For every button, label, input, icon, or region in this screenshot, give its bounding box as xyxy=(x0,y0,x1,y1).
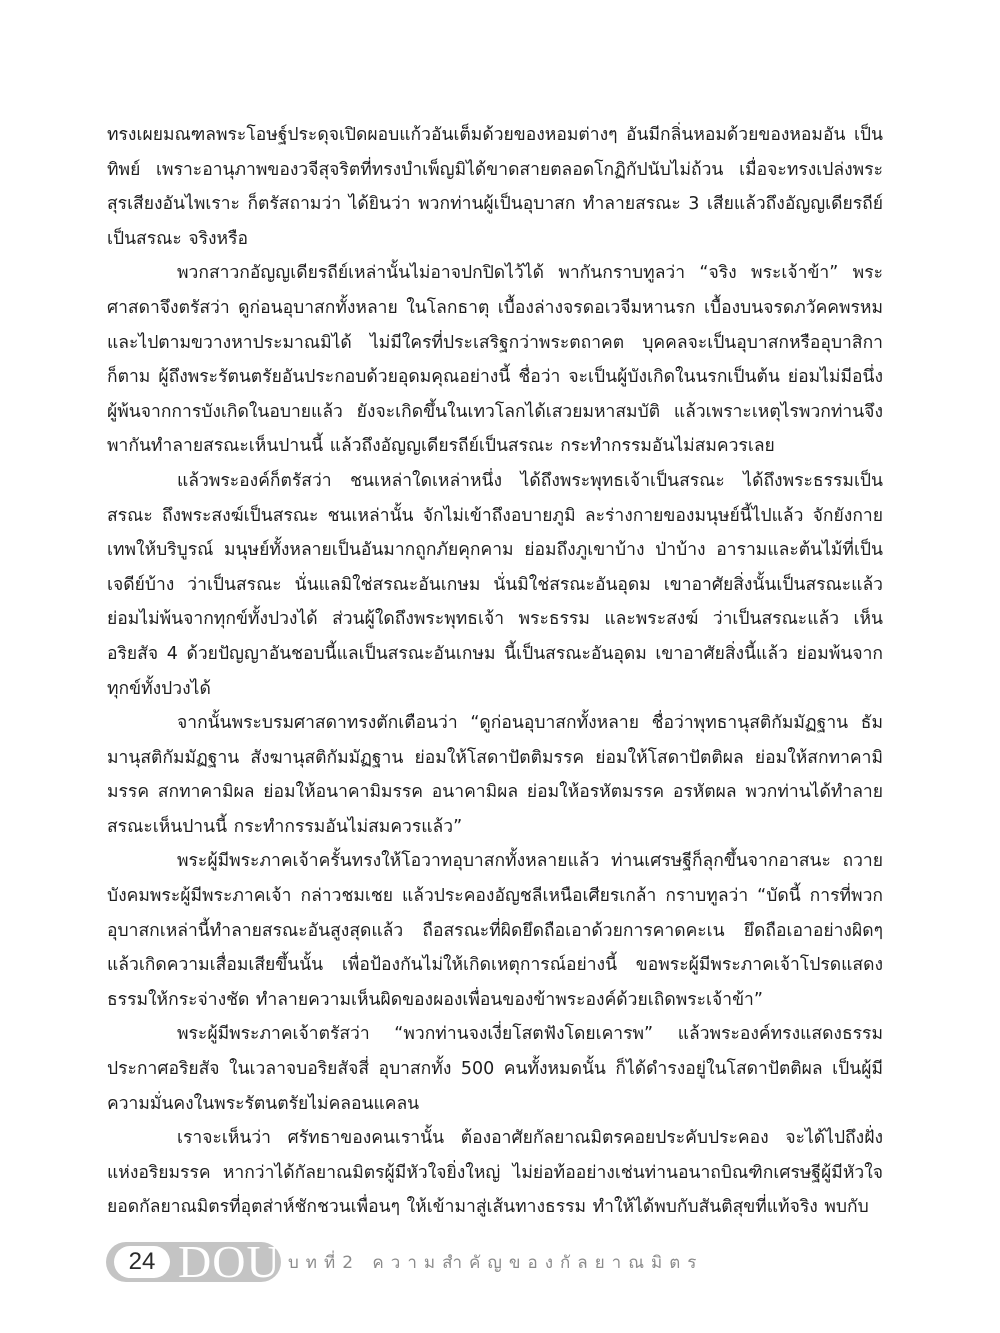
paragraph: แล้วพระองค์ก็ตรัสว่า ชนเหล่าใดเหล่าหนึ่ง ได้ถึงพระพุทธเจ้าเป็นสรณะ ได้ถึงพระธรรมเป็นสรณะ ถึงพระสงฆ์เป็นสรณะ ชนเหล่านั้น จักไม่เข้าถึงอบายภูมิ ละร่างกายของมนุษย์นี้ไปแล้ว จักยังกายเทพให้บริบูรณ์ มนุษย์ทั้งหลายเป็นอันมากถูกภัยคุกคาม ย่อมถึงภูเขาบ้าง ป่าบ้าง อารามและต้นไม้ที่เป็นเจดีย์บ้าง ว่าเป็นสรณะ นั่นแลมิใช่สรณะอันเกษม นั่นมิใช่สรณะอันอุดม เขาอาศัยสิ่งนั้นเป็นสรณะแล้ว ย่อมไม่พ้นจากทุกข์ทั้งปวงได้ ส่วนผู้ใดถึงพระพุทธเจ้า พระธรรม และพระสงฆ์ ว่าเป็นสรณะแล้ว เห็นอริยสัจ 4 ด้วยปัญญาอันชอบนี้แลเป็นสรณะอันเกษม นี้เป็นสรณะอันอุดม เขาอาศัยสิ่งนี้แล้ว ย่อมพ้นจากทุกข์ทั้งปวงได้ xyxy=(107,470,883,699)
paragraph: พวกสาวกอัญญเดียรถีย์เหล่านั้นไม่อาจปกปิดไว้ได้ พากันกราบทูลว่า “จริง พระเจ้าข้า” พระศาสดาจึงตรัสว่า ดูก่อนอุบาสกทั้งหลาย ในโลกธาตุ เบื้องล่างจรดอเวจีมหานรก เบื้องบนจรดภวัคคพรหม และไปตามขวางหาประมาณมิได้ ไม่มีใครที่ประเสริฐกว่าพระตถาคต บุคคลจะเป็นอุบาสกหรืออุบาสิกาก็ตาม ผู้ถึงพระรัตนตรัยอันประกอบด้วยอุดมคุณอย่างนี้ ชื่อว่า จะเป็นผู้บังเกิดในนรกเป็นต้น ย่อมไม่มีอนึ่งผู้พ้นจากการบังเกิดในอบายแล้ว ยังจะเกิดขึ้นในเทวโลกได้เสวยมหาสมบัติ แล้วเพราะเหตุไรพวกท่านจึงพากันทำลายสรณะเห็นปานนี้ แล้วถึงอัญญเดียรถีย์เป็นสรณะ กระทำกรรมอันไม่สมควรเลย xyxy=(107,263,883,457)
dou-logo: DOU xyxy=(178,1236,281,1287)
paragraph: พระผู้มีพระภาคเจ้าตรัสว่า “พวกท่านจงเงี่ยโสตฟังโดยเคารพ” แล้วพระองค์ทรงแสดงธรรมประกาศอริยสัจ ในเวลาจบอริยสัจสี่ อุบาสกทั้ง 500 คนทั้งหมดนั้น ก็ได้ดำรงอยู่ในโสดาปัตติผล เป็นผู้มีความมั่นคงในพระรัตนตรัยไม่คลอนแคลน xyxy=(107,1024,883,1114)
paragraph: เราจะเห็นว่า ศรัทธาของคนเรานั้น ต้องอาศัยกัลยาณมิตรคอยประคับประคอง จะได้ไปถึงฝั่งแห่งอริยมรรค หากว่าได้กัลยาณมิตรผู้มีหัวใจยิ่งใหญ่ ไม่ย่อท้ออย่างเช่นท่านอนาถบิณฑิกเศรษฐีผู้มีหัวใจยอดกัลยาณมิตรที่อุตส่าห์ชักชวนเพื่อนๆ ให้เข้ามาสู่เส้นทางธรรม ทำให้ได้พบกับสันติสุขที่แท้จริง พบกับ xyxy=(107,1128,883,1218)
page-number: 24 xyxy=(114,1246,170,1278)
page-footer xyxy=(106,1230,906,1290)
paragraph-continued: ทรงเผยมณฑลพระโอษฐ์ประดุจเปิดผอบแก้วอันเต็มด้วยของหอมต่างๆ อันมีกลิ่นหอมด้วยของหอมอัน เป็นทิพย์ เพราะอานุภาพของวจีสุจริตที่ทรงบำเพ็ญมิได้ขาดสายตลอดโกฏิกัปนับไม่ถ้วน เมื่อจะทรงเปล่งพระสุรเสียงอันไพเราะ ก็ตรัสถามว่า ได้ยินว่า พวกท่านผู้เป็นอุบาสก ทำลายสรณะ 3 เสียแล้วถึงอัญญเดียรถีย์เป็นสรณะ จริงหรือ xyxy=(107,125,883,249)
page-body xyxy=(107,118,883,1225)
paragraph: จากนั้นพระบรมศาสดาทรงตักเตือนว่า “ดูก่อนอุบาสกทั้งหลาย ชื่อว่าพุทธานุสติกัมมัฏฐาน ธัมมานุสติกัมมัฏฐาน สังฆานุสติกัมมัฏฐาน ย่อมให้โสดาปัตติมรรค ย่อมให้โสดาปัตติผล ย่อมให้สกทาคามิมรรค สกทาคามิผล ย่อมให้อนาคามิมรรค อนาคามิผล ย่อมให้อรหัตมรรค อรหัตผล พวกท่านได้ทำลายสรณะเห็นปานนี้ กระทำกรรมอันไม่สมควรแล้ว” xyxy=(107,713,883,837)
paragraph: พระผู้มีพระภาคเจ้าครั้นทรงให้โอวาทอุบาสกทั้งหลายแล้ว ท่านเศรษฐีก็ลุกขึ้นจากอาสนะ ถวายบังคมพระผู้มีพระภาคเจ้า กล่าวชมเชย แล้วประคองอัญชลีเหนือเศียรเกล้า กราบทูลว่า “บัดนี้ การที่พวกอุบาสกเหล่านี้ทำลายสรณะอันสูงสุดแล้ว ถือสรณะที่ผิดยึดถือเอาด้วยการคาดคะเน ยึดถือเอาอย่างผิดๆ แล้วเกิดความเสื่อมเสียขึ้นนั้น เพื่อป้องกันไม่ให้เกิดเหตุการณ์อย่างนี้ ขอพระผู้มีพระภาคเจ้าโปรดแสดงธรรมให้กระจ่างชัด ทำลายความเห็นผิดของผองเพื่อนของข้าพระองค์ด้วยเถิดพระเจ้าข้า” xyxy=(107,851,883,1010)
chapter-title: บทที่2 ความสำคัญของกัลยาณมิตร xyxy=(288,1253,704,1273)
